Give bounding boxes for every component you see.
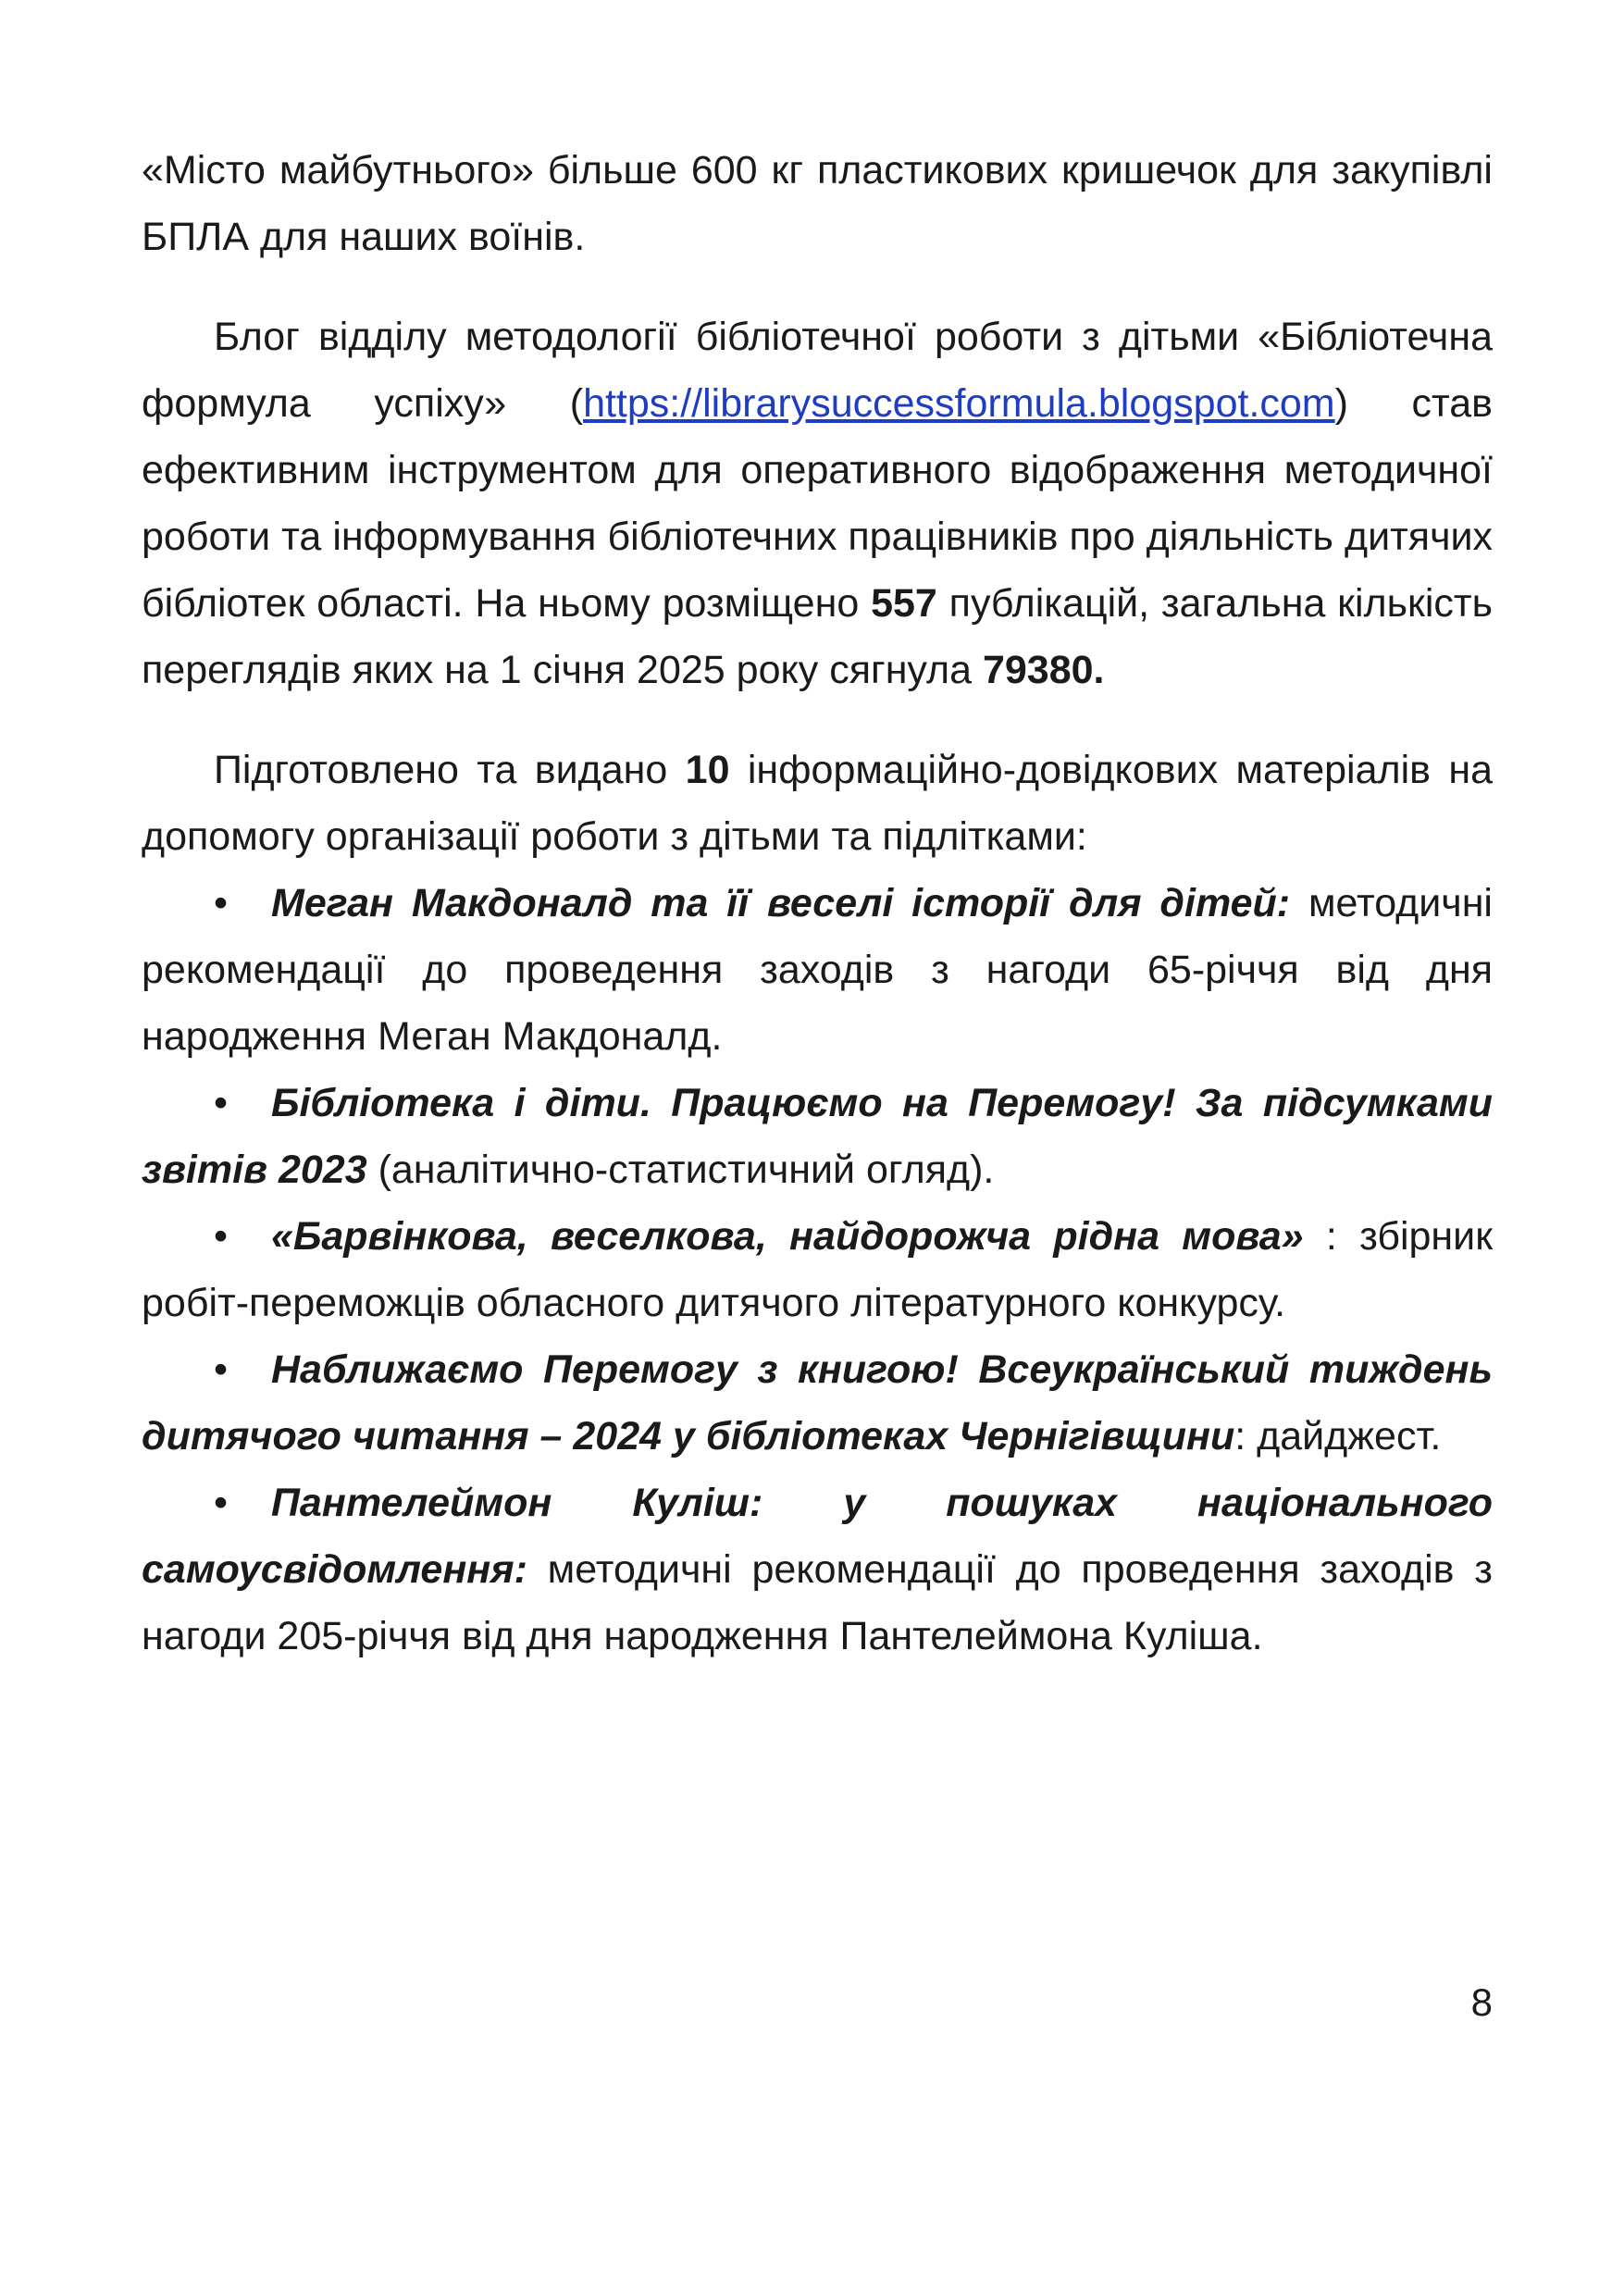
list-item-title: «Барвінкова, веселкова, найдорожча рідна мова» [271,1214,1304,1259]
blog-text-before-link: Блог відділу методології бібліотечної роботи з дітьми «Бібліотечна формула успіху» ( [142,315,1493,426]
list-item [142,870,1493,1070]
paragraph-collection-result: «Місто майбутнього» більше 600 кг пластикових кришечок для закупівлі БПЛА для наших воїнів. [142,148,1493,259]
list-item-text: : дайджест. [1234,1414,1442,1458]
bullet-icon: • [214,1081,229,1125]
list-item-text: (аналітично-статистичний огляд). [366,1148,995,1192]
blog-link[interactable]: https://librarysuccessformula.blogspot.com [583,381,1335,426]
list-item [142,1470,1493,1669]
materials-count: 10 [685,748,730,792]
bullet-icon: • [214,1214,229,1259]
list-item-text: методичні рекомендації до проведення заходів з нагоди 65-річчя від дня народження Меган Макдоналд. [142,881,1493,1059]
list-item-text: методичні рекомендації до проведення заходів з нагоди 205-річчя від дня народження Пантелеймона Куліша. [142,1547,1493,1658]
bullet-icon: • [214,1481,229,1525]
paragraph-materials-intro [142,737,1493,870]
paragraph-blog [142,304,1493,703]
list-item-title: Бібліотека і діти. Працюємо на Перемогу! За підсумками звітів 2023 [142,1081,1493,1192]
bullet-icon: • [214,881,229,925]
list-item [142,1203,1493,1336]
list-item-title: Меган Макдоналд та її веселі історії для дітей: [271,881,1291,925]
posts-count: 557 [871,581,937,626]
blog-text-mid: публікацій, загальна кількість переглядів яких на 1 січня 2025 року сягнула [142,581,1494,692]
blog-text-after-link: ) став ефективним інструментом для оперативного відображення методичної роботи та інформування бібліотечних працівників про діяльність дитячих бібліотек області. На ньому розміщено [142,381,1493,626]
list-item-title: Пантелеймон Куліш: у пошуках національного самоусвідомлення: [142,1481,1493,1592]
list-item-text: : збірник робіт-переможців обласного дитячого літературного конкурсу. [142,1214,1494,1325]
list-item-title: Наближаємо Перемогу з книгою! Всеукраїнський тиждень дитячого читання – 2024 у бібліотеках Чернігівщини [142,1347,1493,1458]
list-item [142,1336,1493,1470]
document-body [142,137,1493,1669]
materials-intro-after: інформаційно-довідкових матеріалів на допомогу організації роботи з дітьми та підлітками: [142,748,1494,859]
list-item [142,1070,1493,1203]
page-number: 8 [1470,1980,1493,2024]
materials-intro-before: Підготовлено та видано [214,748,686,792]
views-count: 79380. [982,648,1105,692]
bullet-icon: • [214,1347,229,1392]
